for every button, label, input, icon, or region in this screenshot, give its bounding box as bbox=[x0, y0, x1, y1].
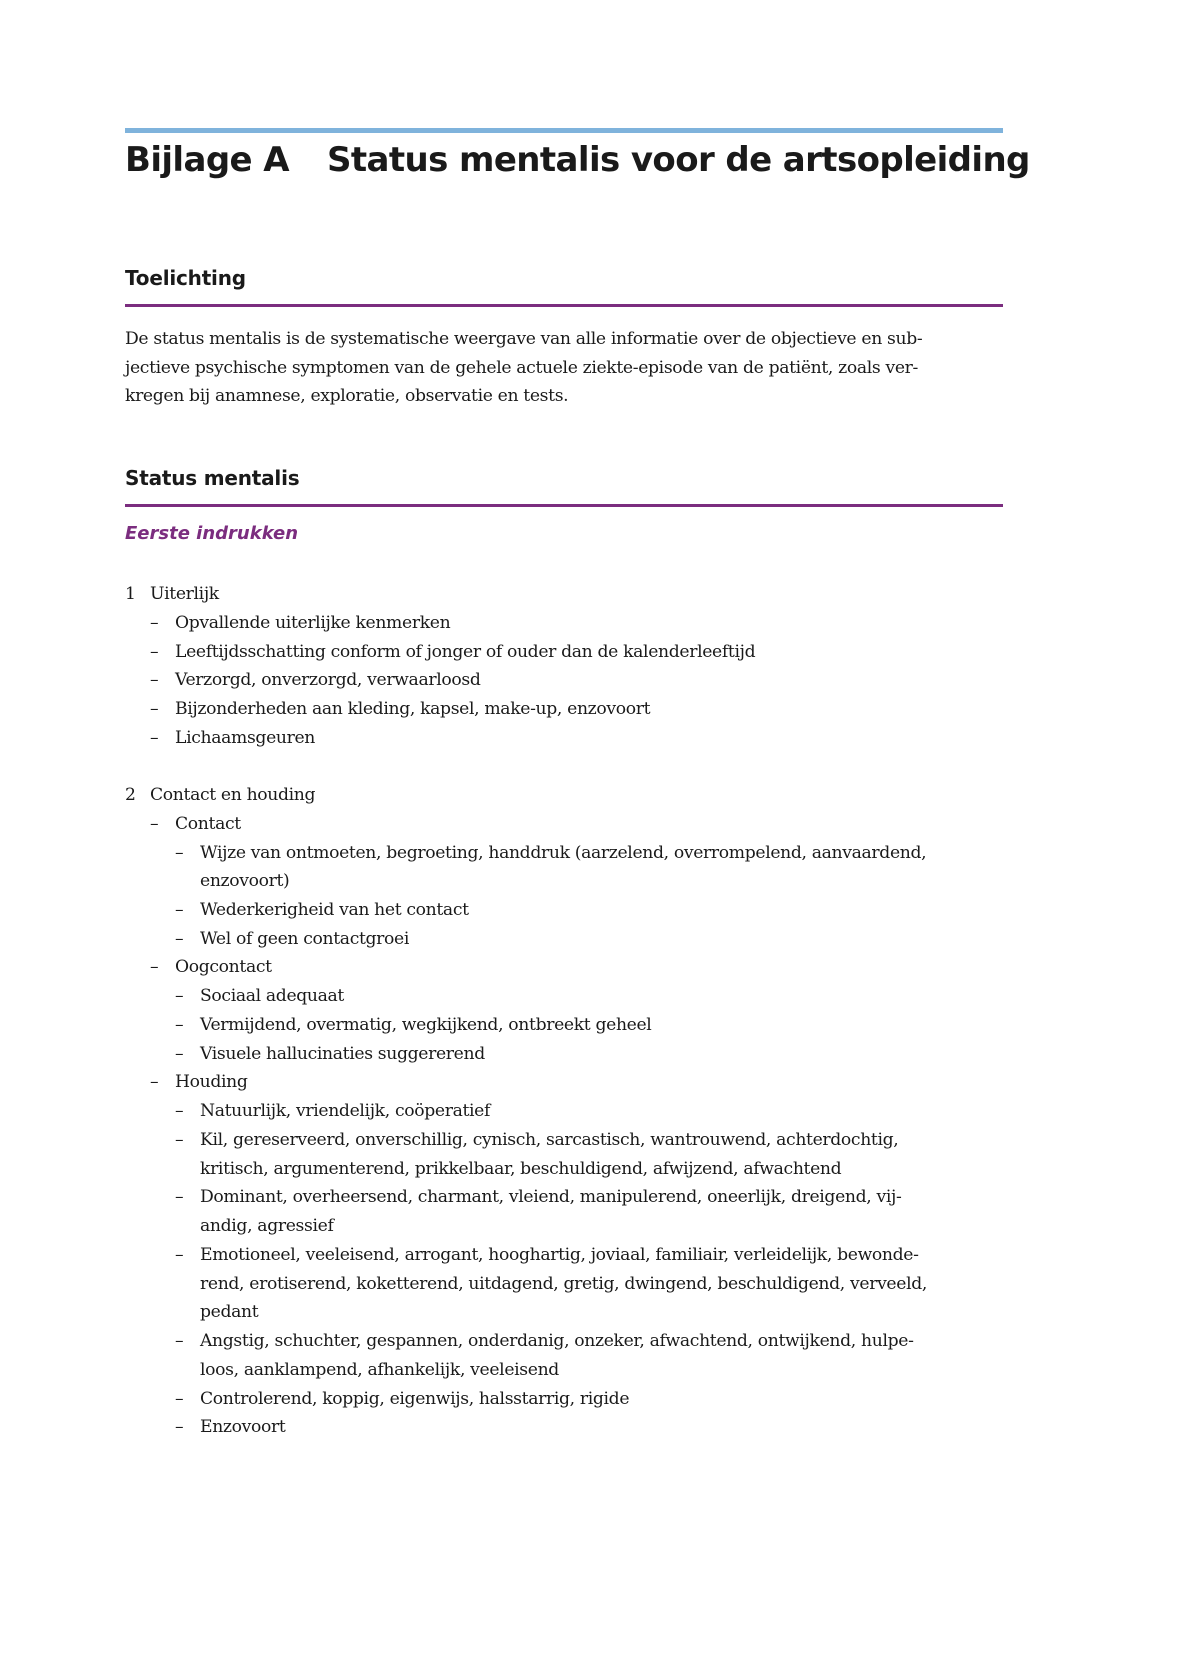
bullet-dash: – bbox=[175, 1044, 184, 1064]
bullet-dash: – bbox=[150, 1072, 159, 1092]
bullet-dash: – bbox=[150, 613, 159, 633]
status-heading: Status mentalis bbox=[125, 466, 300, 490]
bullet-dash: – bbox=[150, 814, 159, 834]
bullet-dash: – bbox=[175, 900, 184, 920]
bullet-dash: – bbox=[150, 728, 159, 748]
list-item: Bijzonderheden aan kleding, kapsel, make-up, enzovoort bbox=[175, 699, 651, 719]
bullet-dash: – bbox=[175, 929, 184, 949]
bullet-dash: – bbox=[175, 1417, 184, 1437]
group-label: Contact bbox=[175, 814, 241, 834]
list-item: Vermijdend, overmatig, wegkijkend, ontbreekt geheel bbox=[200, 1015, 652, 1035]
bullet-dash: – bbox=[175, 1389, 184, 1409]
list-item: Visuele hallucinaties suggererend bbox=[200, 1044, 485, 1064]
group-label: Oogcontact bbox=[175, 957, 272, 977]
toelichting-line: jectieve psychische symptomen van de gehele actuele ziekte-episode van de patiënt, zoals ver- bbox=[125, 357, 918, 378]
list-item-continued: loos, aanklampend, afhankelijk, veeleisend bbox=[200, 1360, 559, 1380]
list-item-continued: rend, erotiserend, koketterend, uitdagend, gretig, dwingend, beschuldigend, verveeld, bbox=[200, 1274, 927, 1294]
toelichting-rule bbox=[125, 304, 1003, 307]
item-label: Contact en houding bbox=[150, 785, 316, 805]
list-item: Angstig, schuchter, gespannen, onderdanig, onzeker, afwachtend, ontwijkend, hulpe- bbox=[200, 1331, 914, 1351]
toelichting-paragraph bbox=[125, 325, 1005, 411]
toelichting-line: De status mentalis is de systematische weergave van alle informatie over de objectieve en sub- bbox=[125, 329, 923, 349]
list-item: Lichaamsgeuren bbox=[175, 728, 316, 748]
toelichting-heading: Toelichting bbox=[125, 266, 246, 290]
list-item: Wel of geen contactgroei bbox=[200, 929, 410, 949]
item-number: 1 bbox=[125, 584, 136, 604]
bullet-dash: – bbox=[175, 1331, 184, 1351]
bullet-dash: – bbox=[150, 957, 159, 977]
list-item: Emotioneel, veeleisend, arrogant, hooghartig, joviaal, familiair, verleidelijk, bewonde- bbox=[200, 1245, 919, 1265]
bullet-dash: – bbox=[175, 986, 184, 1006]
list-item-continued: enzovoort) bbox=[200, 871, 290, 891]
chapter-title: Status mentalis voor de artsopleiding bbox=[326, 140, 1030, 180]
list-item: Leeftijdsschatting conform of jonger of ouder dan de kalenderleeftijd bbox=[175, 642, 756, 662]
chapter-number: Bijlage A bbox=[125, 140, 289, 180]
list-item: Verzorgd, onverzorgd, verwaarloosd bbox=[175, 670, 481, 690]
status-rule bbox=[125, 504, 1003, 507]
chapter-top-rule bbox=[125, 128, 1003, 133]
status-subheading: Eerste indrukken bbox=[125, 523, 299, 544]
chapter-heading bbox=[125, 140, 1030, 180]
toelichting-line: kregen bij anamnese, exploratie, observatie en tests. bbox=[125, 386, 569, 407]
list-item: Opvallende uiterlijke kenmerken bbox=[175, 613, 451, 633]
list-item: Sociaal adequaat bbox=[200, 986, 344, 1006]
list-item: Enzovoort bbox=[200, 1417, 286, 1437]
item-label: Uiterlijk bbox=[150, 584, 219, 604]
bullet-dash: – bbox=[150, 699, 159, 719]
list-item: Controlerend, koppig, eigenwijs, halsstarrig, rigide bbox=[200, 1389, 630, 1409]
list-item: Wijze van ontmoeten, begroeting, handdruk (aarzelend, overrompelend, aanvaardend, bbox=[200, 843, 927, 863]
bullet-dash: – bbox=[175, 1015, 184, 1035]
group-label: Houding bbox=[175, 1072, 248, 1092]
list-item: Kil, gereserveerd, onverschillig, cynisch, sarcastisch, wantrouwend, achterdochtig, bbox=[200, 1130, 899, 1150]
list-item-continued: kritisch, argumenterend, prikkelbaar, beschuldigend, afwijzend, afwachtend bbox=[200, 1159, 842, 1179]
bullet-dash: – bbox=[175, 1187, 184, 1207]
bullet-dash: – bbox=[150, 670, 159, 690]
item-number: 2 bbox=[125, 785, 136, 805]
bullet-dash: – bbox=[175, 1101, 184, 1121]
bullet-dash: – bbox=[175, 843, 184, 863]
list-item: Wederkerigheid van het contact bbox=[200, 900, 469, 920]
bullet-dash: – bbox=[175, 1245, 184, 1265]
list-item: Dominant, overheersend, charmant, vleiend, manipulerend, oneerlijk, dreigend, vij- bbox=[200, 1187, 902, 1207]
list-item-continued: pedant bbox=[200, 1302, 259, 1322]
list-item-continued: andig, agressief bbox=[200, 1216, 334, 1236]
bullet-dash: – bbox=[150, 642, 159, 662]
bullet-dash: – bbox=[175, 1130, 184, 1150]
list-item: Natuurlijk, vriendelijk, coöperatief bbox=[200, 1101, 491, 1121]
